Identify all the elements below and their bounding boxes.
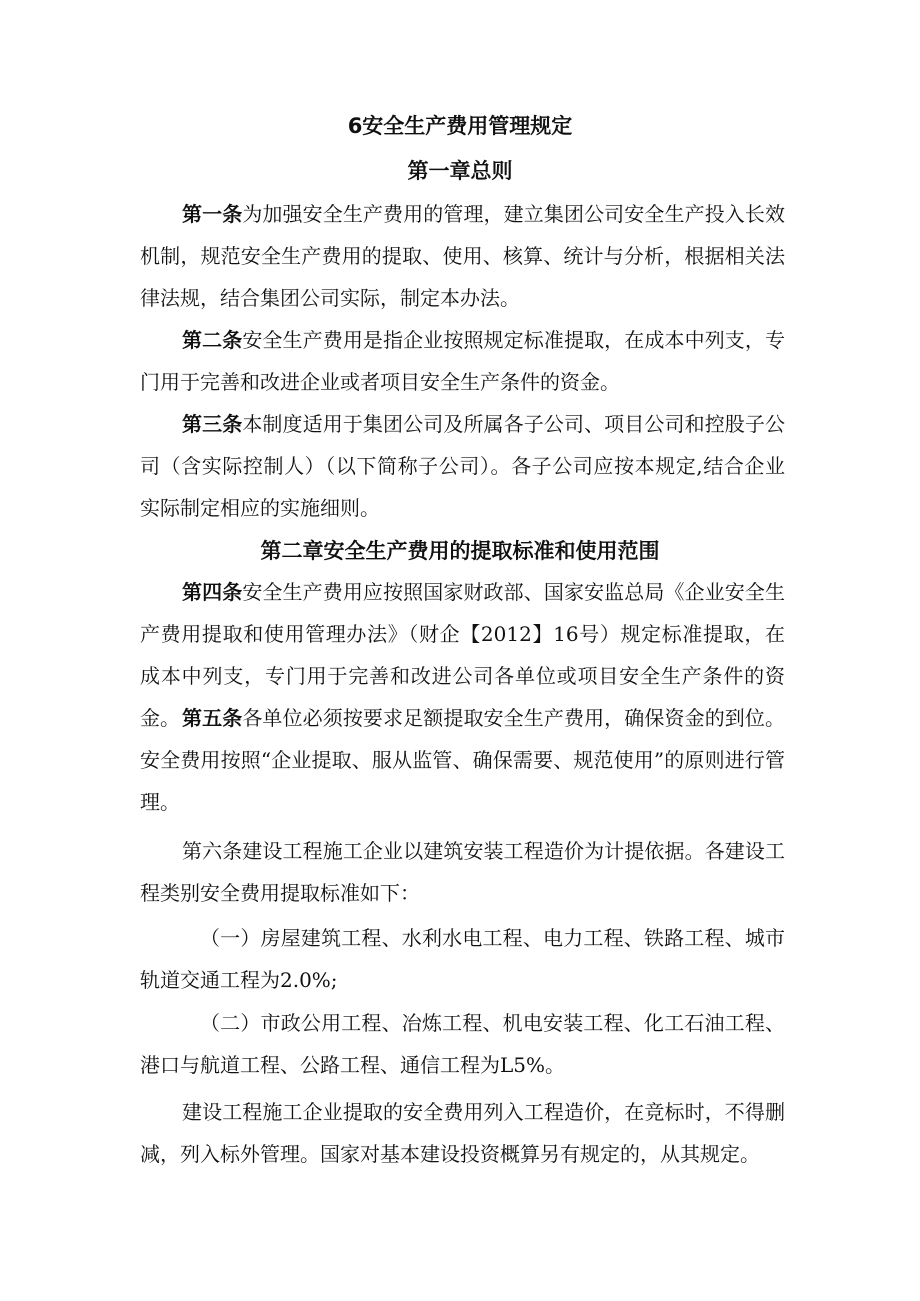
chapter-2-heading: 第二章安全生产费用的提取标准和使用范围 xyxy=(260,539,660,563)
article-5-text: 各单位必须按要求足额提取安全生产费用，确保资金的到位。安全费用按照“企业提取、服从监管、确保需要、规范使用”的原则进行管理。 xyxy=(140,706,786,814)
rate-item-2: （二）市政公用工程、冶炼工程、机电安装工程、化工石油工程、港口与航道工程、公路工程、通信工程为L5%。 xyxy=(140,1011,785,1077)
closing-paragraph: 建设工程施工企业提取的安全费用列入工程造价，在竞标时，不得删减，列入标外管理。国家对基本建设投资概算另有规定的，从其规定。 xyxy=(140,1100,785,1166)
article-1-label: 第一条 xyxy=(182,202,243,226)
rate-item-1: （一）房屋建筑工程、水利水电工程、电力工程、铁路工程、城市轨道交通工程为2.0%; xyxy=(140,926,785,992)
article-2 xyxy=(140,319,785,403)
article-3-text: 本制度适用于集团公司及所属各子公司、项目公司和控股子公司（含实际控制人）（以下简称子公司）。各子公司应按本规定,结合企业实际制定相应的实施细则。 xyxy=(140,412,786,520)
article-6: 第六条建设工程施工企业以建筑安装工程造价为计提依据。各建设工程类别安全费用提取标准如下： xyxy=(140,839,785,905)
article-1-text: 为加强安全生产费用的管理，建立集团公司安全生产投入长效机制，规范安全生产费用的提取、使用、核算、统计与分析，根据相关法律法规，结合集团公司实际，制定本办法。 xyxy=(140,202,786,310)
article-5 xyxy=(140,697,785,823)
document-title: 6安全生产费用管理规定 xyxy=(347,114,573,138)
article-2-text: 安全生产费用是指企业按照规定标准提取，在成本中列支，专门用于完善和改进企业或者项目安全生产条件的资金。 xyxy=(140,328,786,394)
article-3-label: 第三条 xyxy=(182,412,243,436)
article-5-label: 第五条 xyxy=(182,706,243,730)
article-2-label: 第二条 xyxy=(182,328,243,352)
article-4-text: 安全生产费用应按照国家财政部、国家安监总局《企业安全生产费用提取和使用管理办法》（财企【2012】16号）规定标准提取，在成本中列支，专门用于完善和改进公司各单位或项目安全生产条件的资金。 xyxy=(140,580,786,730)
chapter-1-heading: 第一章总则 xyxy=(407,159,513,183)
article-3 xyxy=(140,403,785,529)
article-1 xyxy=(140,193,785,319)
article-4-label: 第四条 xyxy=(182,580,243,604)
